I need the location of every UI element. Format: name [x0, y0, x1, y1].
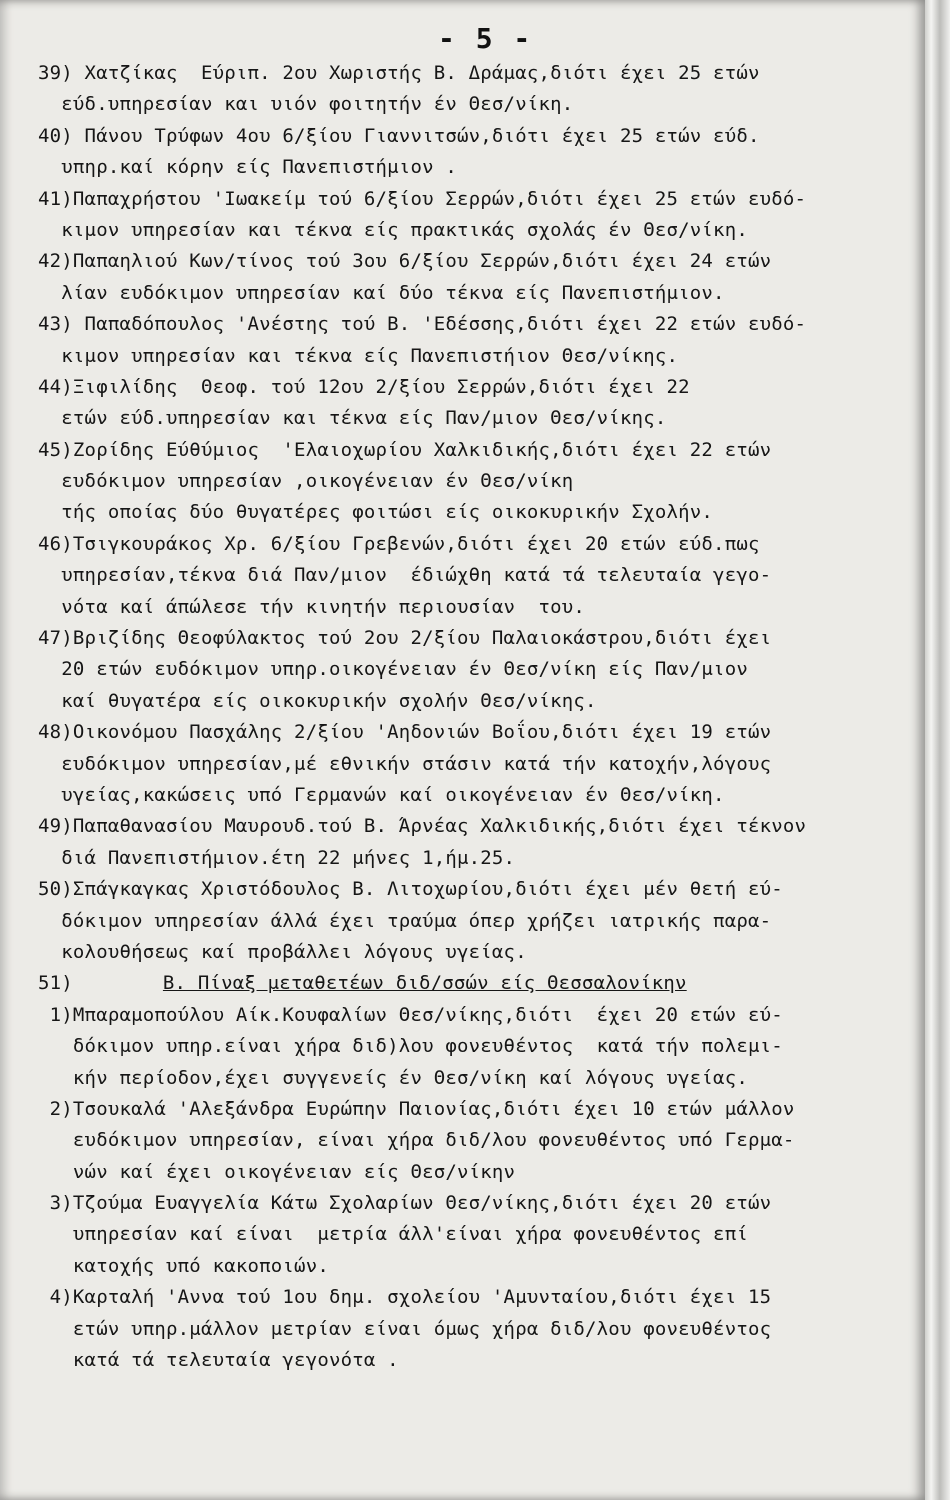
text-line: υγείας,κακώσεις υπό Γερμανών καί οικογένειαν έν Θεσ/νίκη.: [38, 783, 725, 806]
text-line: κολουθήσεως καί προβάλλει λόγους υγείας.: [38, 940, 527, 963]
text-line: καί θυγατέρα είς οικοκυρικήν σχολήν Θεσ/νίκης.: [38, 689, 597, 712]
text-line: τής οποίας δύο θυγατέρες φοιτώσι είς οικοκυρικήν Σχολήν.: [38, 501, 714, 524]
section-text-line: κήν περίοδον,έχει συγγενείς έν Θεσ/νίκη καί λόγους υγείας.: [38, 1066, 748, 1089]
text-line: 47)Βριζίδης Θεοφύλακτος τού 2ου 2/ξίου Παλαιοκάστρου,διότι έχει: [38, 627, 772, 650]
text-line: 41)Παπαχρήστου 'Ιωακείμ τού 6/ξίου Σερρών,διότι έχει 25 ετών ευδό-: [38, 187, 807, 210]
text-line: ευδόκιμον υπηρεσίαν,μέ εθνικήν στάσιν κατά τήν κατοχήν,λόγους: [38, 752, 772, 775]
text-line: υπηρ.καί κόρην είς Πανεπιστήμιον .: [38, 156, 458, 179]
text-line: εύδ.υπηρεσίαν και υιόν φοιτητήν έν Θεσ/νίκη.: [38, 93, 574, 116]
page-number: - 5 -: [438, 22, 533, 55]
page-edge: [925, 0, 950, 1500]
section-text-line: ετών υπηρ.μάλλον μετρίαν είναι όμως χήρα διδ/λου φονευθέντος: [38, 1317, 772, 1340]
text-line: λίαν ευδόκιμον υπηρεσίαν καί δύο τέκνα είς Πανεπιστήμιον.: [38, 281, 725, 304]
text-line: δόκιμον υπηρεσίαν άλλά έχει τραύμα όπερ χρήζει ιατρικής παρα-: [38, 909, 772, 932]
section-text-line: κατοχής υπό κακοποιών.: [38, 1254, 329, 1277]
text-line: 40) Πάνου Τρύφων 4ου 6/ξίου Γιαννιτσών,διότι έχει 25 ετών εύδ.: [38, 124, 760, 147]
text-line: 43) Παπαδόπουλος 'Ανέστης τού Β. 'Εδέσσης,διότι έχει 22 ετών ευδό-: [38, 313, 807, 336]
section-text-line: 2)Τσουκαλά 'Αλεξάνδρα Ευρώπην Παιονίας,διότι έχει 10 ετών μάλλον: [38, 1097, 795, 1120]
text-line: κιμον υπηρεσίαν και τέκνα είς Πανεπιστήιον Θεσ/νίκης.: [38, 344, 679, 367]
section-text-line: υπηρεσίαν καί είναι μετρία άλλ'είναι χήρα φονευθέντος επί: [38, 1223, 748, 1246]
text-line: 50)Σπάγκαγκας Χριστόδουλος Β. Λιτοχωρίου,διότι έχει μέν θετή εύ-: [38, 878, 783, 901]
text-line: 20 ετών ευδόκιμον υπηρ.οικογένειαν έν Θεσ/νίκη είς Παν/μιον: [38, 658, 748, 681]
section-number: 51): [38, 972, 73, 995]
section-text-line: δόκιμον υπηρ.είναι χήρα διδ)λου φονευθέντος κατά τήν πολεμι-: [38, 1035, 783, 1058]
text-line: υπηρεσίαν,τέκνα διά Παν/μιον έδιώχθη κατά τά τελευταία γεγο-: [38, 564, 772, 587]
text-line: 44)Ξιφιλίδης Θεοφ. τού 12ου 2/ξίου Σερρών,διότι έχει 22: [38, 375, 690, 398]
text-line: νότα καί άπώλεσε τήν κινητήν περιουσίαν του.: [38, 595, 586, 618]
text-line: 46)Τσιγκουράκος Χρ. 6/ξίου Γρεβενών,διότι έχει 20 ετών εύδ.πως: [38, 532, 760, 555]
section-text-line: 3)Τζούμα Ευαγγελία Κάτω Σχολαρίων Θεσ/νίκης,διότι έχει 20 ετών: [38, 1192, 772, 1215]
text-line: διά Πανεπιστήμιον.έτη 22 μήνες 1,ήμ.25.: [38, 846, 516, 869]
section-text-line: 4)Καρταλή 'Αννα τού 1ου δημ. σχολείου 'Αμυνταίου,διότι έχει 15: [38, 1286, 772, 1309]
text-line: 42)Παπαηλιού Κων/τίνος τού 3ου 6/ξίου Σερρών,διότι έχει 24 ετών: [38, 250, 772, 273]
section-text-line: κατά τά τελευταία γεγονότα .: [38, 1349, 399, 1372]
text-line: 48)Οικονόμου Πασχάλης 2/ξίου 'Αηδονιών Βοΐου,διότι έχει 19 ετών: [38, 721, 772, 744]
text-line: κιμον υπηρεσίαν και τέκνα είς πρακτικάς σχολάς έν Θεσ/νίκη.: [38, 218, 748, 241]
document-body: [38, 58, 906, 1376]
text-line: ετών εύδ.υπηρεσίαν και τέκνα είς Παν/μιον Θεσ/νίκης.: [38, 407, 667, 430]
text-line: ευδόκιμον υπηρεσίαν ,οικογένειαν έν Θεσ/νίκη: [38, 470, 574, 493]
text-line: 49)Παπαθανασίου Μαυρουδ.τού Β. Άρνέας Χαλκιδικής,διότι έχει τέκνον: [38, 815, 807, 838]
text-line: 39) Χατζίκας Εύριπ. 2ου Χωριστής Β. Δράμας,διότι έχει 25 ετών: [38, 62, 760, 84]
section-text-line: 1)Μπαραμοπούλου Αίκ.Κουφαλίων Θεσ/νίκης,διότι έχει 20 ετών εύ-: [38, 1003, 783, 1026]
section-heading-line: [38, 968, 906, 999]
section-text-line: νών καί έχει οικογένειαν είς Θεσ/νίκην: [38, 1160, 516, 1183]
section-text-line: ευδόκιμον υπηρεσίαν, είναι χήρα διδ/λου φονευθέντος υπό Γερμα-: [38, 1129, 795, 1152]
text-line: 45)Ζορίδης Εύθύμιος 'Ελαιοχωρίου Χαλκιδικής,διότι έχει 22 ετών: [38, 438, 772, 461]
section-heading: Β. Πίναξ μεταθετέων διδ/σσών είς Θεσσαλονίκην: [162, 972, 687, 995]
